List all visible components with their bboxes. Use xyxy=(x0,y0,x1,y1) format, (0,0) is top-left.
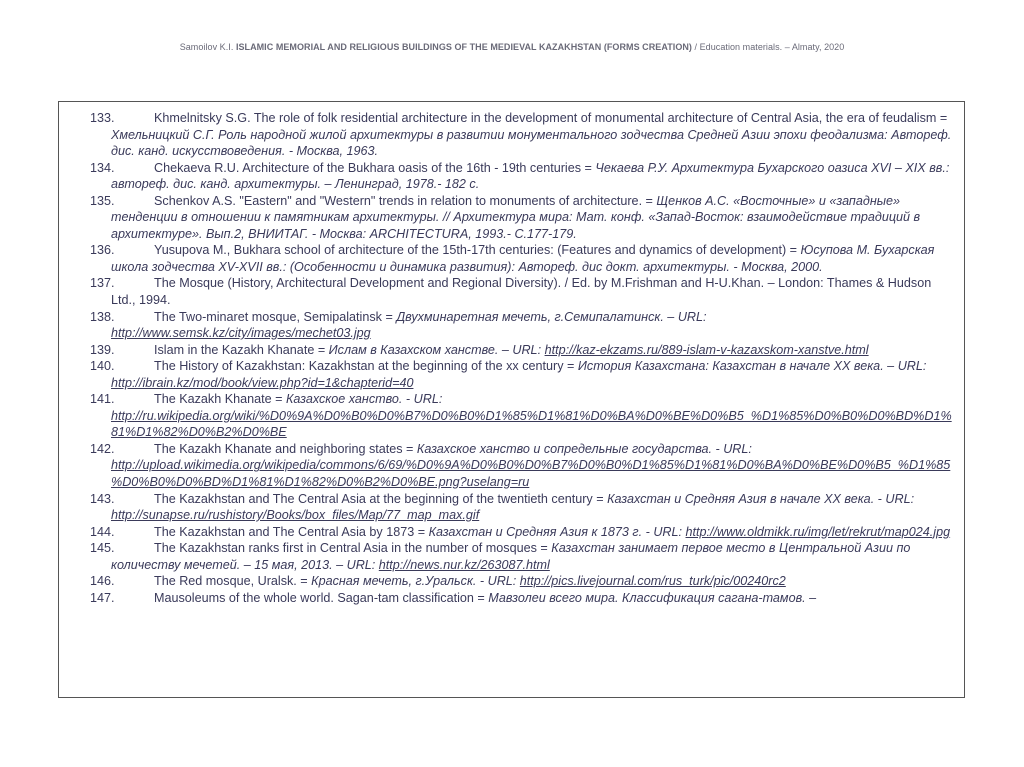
reference-russian-text: Ислам в Казахском ханстве. – URL: xyxy=(328,342,545,357)
reference-english-text: Yusupova M., Bukhara school of architecture of the 15th-17th centuries: (Features and dynamics of development) = xyxy=(154,243,801,258)
reference-english-text: Schenkov A.S. "Eastern" and "Western" trends in relation to monuments of architecture. = xyxy=(154,193,657,208)
reference-item xyxy=(59,491,965,524)
reference-item xyxy=(59,193,965,243)
reference-number: 143. xyxy=(90,491,115,506)
reference-item xyxy=(59,358,965,391)
reference-number: 140. xyxy=(90,359,115,374)
reference-number: 144. xyxy=(90,524,115,539)
reference-url-link[interactable]: http://upload.wikimedia.org/wikipedia/commons/6/69/%D0%9A%D0%B0%D0%B7%D0%B0%D1%85%D1%81%D0%BA%D0%BE%D0%B5_%D1%85%D0%B0%D0%BD%D1%81%D1%82%D0%B2%D0%BE.png?uselang=ru xyxy=(111,458,951,490)
reference-url-link[interactable]: http://pics.livejournal.com/rus_turk/pic/00240rc2 xyxy=(519,574,786,589)
reference-number: 134. xyxy=(90,160,115,175)
reference-russian-text: Красная мечеть, г.Уральск. - URL: xyxy=(311,574,520,589)
reference-english-text: The Kazakhstan and The Central Asia by 1873 = xyxy=(154,524,429,539)
reference-russian-text: Мавзолеи всего мира. Классификация сагана-тамов. – xyxy=(488,590,817,605)
reference-english-text: The Kazakh Khanate and neighboring states = xyxy=(154,441,417,456)
reference-number: 136. xyxy=(90,243,115,258)
reference-russian-text: Юсупова М. Бухарская школа зодчества XV-XVII вв.: (Особенности и динамика развития): Автореф. дис докт. архитектуры. - Москва, 2000. xyxy=(111,243,935,274)
reference-english-text: The Kazakh Khanate = xyxy=(154,392,286,407)
reference-number: 145. xyxy=(90,541,115,556)
reference-url-link[interactable]: http://kaz-ekzams.ru/889-islam-v-kazaxskom-xanstve.html xyxy=(544,342,869,357)
reference-item xyxy=(59,573,965,590)
reference-item xyxy=(59,160,965,193)
reference-number: 146. xyxy=(90,574,115,589)
reference-english-text: The Kazakhstan and The Central Asia at the beginning of the twentieth century = xyxy=(154,491,608,506)
reference-item xyxy=(59,590,965,607)
reference-item xyxy=(59,309,965,342)
reference-number: 133. xyxy=(90,111,115,125)
reference-item xyxy=(59,540,965,573)
reference-number: 137. xyxy=(90,276,115,291)
reference-english-text: Khmelnitsky S.G. The role of folk residential architecture in the development of monumental architecture of Central Asia, the era of feudalism = xyxy=(154,111,948,125)
reference-item xyxy=(59,441,965,491)
reference-english-text: The Mosque (History, Architectural Development and Regional Diversity). / Ed. by M.Frishman and H-U.Khan. – London: Thames & Hudson Ltd., 1994. xyxy=(111,276,932,308)
reference-russian-text: Казахское ханство. - URL: xyxy=(285,392,443,407)
slide-header xyxy=(0,42,1024,52)
reference-item xyxy=(59,242,965,275)
reference-item xyxy=(59,524,965,541)
reference-url-link[interactable]: http://news.nur.kz/263087.html xyxy=(378,557,550,572)
reference-item xyxy=(59,110,965,160)
reference-english-text: The Red mosque, Uralsk. = xyxy=(154,574,312,589)
reference-english-text: Chekaeva R.U. Architecture of the Bukhara oasis of the 16th - 19th centuries = xyxy=(154,160,596,175)
reference-url-link[interactable]: http://ibrain.kz/mod/book/view.php?id=1&chapterid=40 xyxy=(111,375,414,390)
reference-url-link[interactable]: http://www.oldmikk.ru/img/let/rekrut/map024.jpg xyxy=(685,524,951,539)
reference-number: 141. xyxy=(90,392,115,407)
header-author: Samoilov K.I. xyxy=(179,42,234,52)
reference-russian-text: Казахстан и Средняя Азия к 1873 г. - URL: xyxy=(428,524,686,539)
reference-url-link[interactable]: http://www.semsk.kz/city/images/mechet03.jpg xyxy=(111,326,371,341)
reference-english-text: Islam in the Kazakh Khanate = xyxy=(154,342,329,357)
reference-item xyxy=(59,275,965,308)
reference-item xyxy=(59,342,965,359)
reference-url-link[interactable]: http://ru.wikipedia.org/wiki/%D0%9A%D0%B0%D0%B7%D0%B0%D1%85%D1%81%D0%BA%D0%BE%D0%B5_%D1%85%D0%B0%D0%BD%D1%81%D1%82%D0%B2%D0%BE xyxy=(111,408,952,440)
reference-english-text: The Two-minaret mosque, Semipalatinsk = xyxy=(154,309,397,324)
reference-english-text: The History of Kazakhstan: Kazakhstan at the beginning of the xx century = xyxy=(154,359,578,374)
reference-russian-text: Щенков А.С. «Восточные» и «западные» тенденции в отношении к памятникам архитектуры. // Архитектура мира: Мат. конф. «Запад-Восток: взаимодействие традиций в архитектуре». Вып.2, ВНИИТАГ. - Москва: ARCHITECTURA, 1993.- С.177-179. xyxy=(111,193,921,241)
reference-number: 139. xyxy=(90,342,115,357)
reference-russian-text: История Казахстана: Казахстан в начале XX века. – URL: xyxy=(577,359,927,374)
reference-number: 147. xyxy=(90,590,115,605)
reference-number: 135. xyxy=(90,193,115,208)
reference-number: 142. xyxy=(90,441,115,456)
reference-russian-text: Казахстан и Средняя Азия в начале XX века. - URL: xyxy=(607,491,915,506)
reference-russian-text: Казахстан занимает первое место в Центральной Азии по количеству мечетей. – 15 мая, 2013. – URL: xyxy=(111,541,911,572)
reference-item xyxy=(59,391,965,441)
references-list xyxy=(59,110,965,606)
reference-russian-text: Хмельницкий С.Г. Роль народной жилой архитектуры в развитии монументального зодчества Средней Азии эпохи феодализма: Автореф. дис. канд. искусствоведения. - Москва, 1963. xyxy=(111,127,952,159)
header-title: ISLAMIC MEMORIAL AND RELIGIOUS BUILDINGS OF THE MEDIEVAL KAZAKHSTAN (FORMS CREATION) xyxy=(235,42,692,52)
header-suffix: / Education materials. – Almaty, 2020 xyxy=(694,42,845,52)
references-frame xyxy=(58,101,965,698)
reference-english-text: The Kazakhstan ranks first in Central Asia in the number of mosques = xyxy=(154,541,552,556)
reference-url-link[interactable]: http://sunapse.ru/rushistory/Books/box_files/Map/77_map_max.gif xyxy=(111,508,480,523)
reference-number: 138. xyxy=(90,309,115,324)
reference-english-text: Mausoleums of the whole world. Sagan-tam classification = xyxy=(154,590,489,605)
reference-russian-text: Чекаева Р.У. Архитектура Бухарского оазиса XVI – XIX вв.: автореф. дис. канд. архитектуры. – Ленинград, 1978.- 182 с. xyxy=(111,160,950,192)
reference-russian-text: Казахское ханство и сопредельные государства. - URL: xyxy=(416,441,752,456)
reference-russian-text: Двухминаретная мечеть, г.Семипалатинск. – URL: xyxy=(396,309,707,324)
